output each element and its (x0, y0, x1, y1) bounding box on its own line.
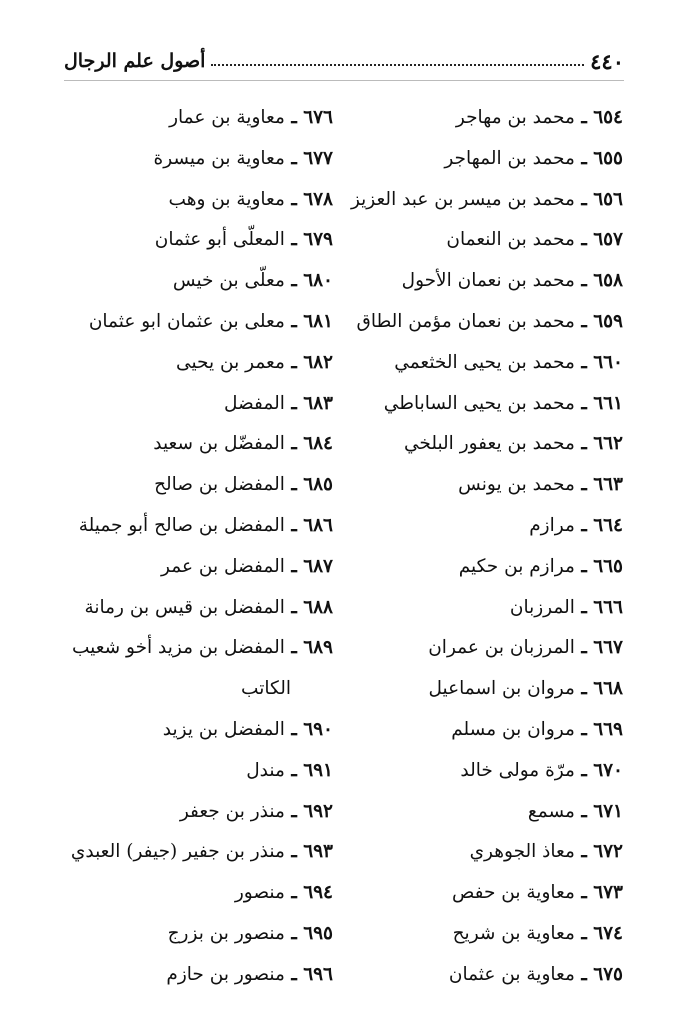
entry-number: ٦٩٣ (303, 841, 333, 863)
entry-number: ٦٦٠ (593, 351, 623, 373)
narrator-entry (353, 465, 623, 506)
entry-dash: ـ (574, 514, 594, 536)
entry-dash: ـ (574, 147, 594, 169)
entry-number: ٦٥٥ (593, 147, 623, 169)
entry-number: ٦٩٢ (303, 800, 333, 822)
narrator-entry (353, 343, 623, 384)
right-column (350, 98, 623, 996)
narrator-entry (353, 628, 623, 669)
entry-number: ٦٨٦ (303, 514, 333, 536)
entry-number: ٦٥٧ (593, 229, 623, 251)
narrator-name: معاوية بن عمار (169, 107, 285, 128)
entry-dash: ـ (284, 351, 304, 373)
entry-number: ٦٨٤ (303, 433, 333, 455)
narrator-name: محمد بن يونس (458, 474, 575, 496)
entry-dash: ـ (574, 107, 594, 128)
narrator-name: مرازم بن حكيم (458, 555, 575, 577)
entry-dash: ـ (284, 188, 304, 210)
entry-number: ٦٧٢ (593, 841, 623, 863)
entry-dash: ـ (574, 759, 594, 781)
narrator-name: المفضّل بن سعيد (153, 433, 285, 455)
narrator-entry (353, 751, 623, 792)
narrator-name: منصور (234, 882, 285, 904)
narrator-entry (63, 710, 333, 751)
narrator-name: معاذ الجوهري (469, 841, 575, 863)
narrator-entry (353, 384, 623, 425)
entry-number: ٦٨٢ (303, 351, 333, 373)
narrator-name: الكاتب (241, 678, 291, 700)
entry-number: ٦٧٧ (303, 147, 333, 169)
entry-number: ٦٦٢ (593, 433, 623, 455)
narrator-entry (353, 220, 623, 261)
entry-dash: ـ (574, 433, 594, 455)
entry-number: ٦٦١ (593, 392, 623, 414)
entry-dash: ـ (284, 229, 304, 251)
entry-dash: ـ (574, 229, 594, 251)
narrator-entry (63, 302, 333, 343)
narrator-entry (63, 506, 333, 547)
narrator-entry (353, 261, 623, 302)
entry-number: ٦٨٨ (303, 596, 333, 618)
narrator-entry (353, 955, 623, 996)
book-title: أصول علم الرجال (64, 50, 206, 72)
narrator-name: معاوية بن عثمان (448, 963, 575, 985)
narrator-name: مسمع (527, 800, 575, 822)
narrator-entry (63, 832, 333, 873)
entry-number: ٦٦٨ (593, 678, 623, 700)
entry-number: ٦٦٦ (593, 596, 623, 618)
narrator-name: مروان بن مسلم (451, 718, 575, 740)
entry-dash: ـ (284, 963, 304, 985)
narrator-name: منذر بن جفير (جيفر) العبدي (70, 841, 285, 863)
entry-dash: ـ (284, 759, 304, 781)
narrator-entry (353, 547, 623, 588)
narrator-name: معلّى بن خيس (172, 270, 285, 292)
narrator-entry (63, 914, 333, 955)
narrator-name: مرّة مولى خالد (460, 759, 575, 781)
narrator-entry (63, 384, 333, 425)
entry-dash: ـ (284, 270, 304, 292)
narrator-entry (63, 628, 333, 669)
narrator-entry (353, 792, 623, 833)
entry-dash: ـ (284, 107, 304, 128)
narrator-entry (63, 424, 333, 465)
narrator-entry (353, 669, 623, 710)
narrator-name: معاوية بن ميسرة (153, 147, 285, 169)
entry-number: ٦٨٣ (303, 392, 333, 414)
entry-number: ٦٨٥ (303, 474, 333, 496)
entry-dash: ـ (284, 310, 304, 332)
entry-dash: ـ (574, 351, 594, 373)
entry-continuation (63, 669, 333, 710)
narrator-entry (63, 547, 333, 588)
narrator-name: المفضل (223, 392, 285, 414)
narrator-name: المفضل بن صالح (154, 474, 285, 496)
narrator-entry (63, 873, 333, 914)
narrator-name: معاوية بن وهب (168, 188, 285, 210)
narrator-name: محمد بن يعفور البلخي (403, 433, 575, 455)
entry-dash: ـ (284, 147, 304, 169)
entry-number: ٦٥٦ (593, 188, 623, 210)
narrator-entry (63, 180, 333, 221)
entry-dash: ـ (574, 310, 594, 332)
running-header (64, 44, 624, 78)
entry-dash: ـ (574, 188, 594, 210)
narrator-name: منذر بن جعفر (179, 800, 285, 822)
entry-number: ٦٥٨ (593, 270, 623, 292)
entry-dash: ـ (284, 596, 304, 618)
entry-number: ٦٧١ (593, 800, 623, 822)
entry-number: ٦٨٧ (303, 555, 333, 577)
entry-dash: ـ (284, 555, 304, 577)
entry-dash: ـ (574, 637, 594, 659)
narrator-entry (353, 424, 623, 465)
entry-dash: ـ (284, 637, 304, 659)
entry-number: ٦٥٤ (593, 107, 623, 128)
entry-dash: ـ (574, 718, 594, 740)
entry-dash: ـ (284, 922, 304, 944)
entry-dash: ـ (574, 555, 594, 577)
narrator-name: مروان بن اسماعيل (428, 678, 575, 700)
entry-number: ٦٧٣ (593, 882, 623, 904)
entry-dash: ـ (574, 392, 594, 414)
narrator-entry (63, 139, 333, 180)
entry-dash: ـ (284, 474, 304, 496)
entry-number: ٦٨٠ (303, 270, 333, 292)
narrator-entry (353, 98, 623, 139)
narrator-name: منصور بن حازم (166, 963, 285, 985)
narrator-name: محمد بن يحيى الساباطي (383, 392, 575, 414)
entry-number: ٦٩١ (303, 759, 333, 781)
narrator-name: معاوية بن شريح (452, 922, 575, 944)
narrator-entry (63, 792, 333, 833)
entry-dash: ـ (574, 922, 594, 944)
entry-dash: ـ (284, 841, 304, 863)
narrator-name: المعلّى أبو عثمان (154, 229, 285, 251)
narrator-name: محمد بن مهاجر (455, 107, 575, 128)
dot-leader (211, 50, 584, 66)
entry-number: ٦٧٩ (303, 229, 333, 251)
narrator-entry (350, 180, 623, 221)
narrator-entry (353, 710, 623, 751)
entry-dash: ـ (574, 474, 594, 496)
entry-dash: ـ (574, 963, 594, 985)
entry-number: ٦٦٣ (593, 474, 623, 496)
entry-number: ٦٨١ (303, 310, 333, 332)
narrator-entry (353, 873, 623, 914)
narrator-name: معاوية بن حفص (451, 882, 575, 904)
narrator-name: معلى بن عثمان ابو عثمان (88, 310, 285, 332)
entry-number: ٦٦٤ (593, 514, 623, 536)
narrator-entry (353, 506, 623, 547)
narrator-entry (63, 220, 333, 261)
entry-dash: ـ (284, 882, 304, 904)
entry-number: ٦٧٤ (593, 922, 623, 944)
narrator-name: منصور بن بزرج (167, 922, 285, 944)
narrator-name: المفضل بن يزيد (162, 718, 285, 740)
header-rule (64, 80, 624, 81)
narrator-name: مرازم (529, 514, 575, 536)
narrator-entry (353, 302, 623, 343)
entry-dash: ـ (574, 596, 594, 618)
narrator-name: المرزبان بن عمران (428, 637, 575, 659)
entry-dash: ـ (574, 841, 594, 863)
entry-number: ٦٩٠ (303, 718, 333, 740)
narrator-entry (353, 588, 623, 629)
entry-dash: ـ (284, 392, 304, 414)
entry-dash: ـ (574, 882, 594, 904)
narrator-name: محمد بن المهاجر (444, 147, 575, 169)
narrator-name: محمد بن ميسر بن عبد العزيز (350, 188, 575, 210)
entry-number: ٦٦٧ (593, 637, 623, 659)
narrator-entry (63, 465, 333, 506)
entry-number: ٦٧٠ (593, 759, 623, 781)
entry-number: ٦٨٩ (303, 637, 333, 659)
narrator-name: معمر بن يحيى (176, 351, 285, 373)
entry-number: ٦٥٩ (593, 310, 623, 332)
narrator-name: محمد بن نعمان مؤمن الطاق (356, 310, 575, 332)
narrator-entry (63, 343, 333, 384)
entry-number: ٦٧٦ (303, 107, 333, 128)
narrator-name: المفضل بن قيس بن رمانة (84, 596, 285, 618)
narrator-name: محمد بن النعمان (446, 229, 575, 251)
entry-number: ٦٩٦ (303, 963, 333, 985)
entry-dash: ـ (284, 433, 304, 455)
entry-dash: ـ (284, 800, 304, 822)
narrator-entry (63, 98, 333, 139)
entry-dash: ـ (574, 800, 594, 822)
entry-number: ٦٧٨ (303, 188, 333, 210)
left-column (63, 98, 333, 996)
narrator-name: المرزبان (509, 596, 575, 618)
narrator-name: المفضل بن مزيد أخو شعيب (71, 637, 285, 659)
page-number: ٤٤٠ (590, 48, 624, 74)
entry-dash: ـ (574, 270, 594, 292)
entry-number: ٦٦٥ (593, 555, 623, 577)
entry-number: ٦٩٥ (303, 922, 333, 944)
entry-dash: ـ (574, 678, 594, 700)
narrator-name: المفضل بن صالح أبو جميلة (78, 514, 285, 536)
narrator-entry (63, 955, 333, 996)
narrator-name: محمد بن نعمان الأحول (401, 270, 575, 292)
entry-number: ٦٦٩ (593, 718, 623, 740)
narrator-entry (353, 832, 623, 873)
narrator-entry (353, 139, 623, 180)
narrator-entry (63, 261, 333, 302)
entry-dash: ـ (284, 514, 304, 536)
narrator-entry (353, 914, 623, 955)
entry-dash: ـ (284, 718, 304, 740)
entry-number: ٦٧٥ (593, 963, 623, 985)
entry-number: ٦٩٤ (303, 882, 333, 904)
narrator-name: المفضل بن عمر (161, 555, 285, 577)
narrator-name: محمد بن يحيى الخثعمي (394, 351, 575, 373)
narrator-entry (63, 588, 333, 629)
narrator-entry (63, 751, 333, 792)
narrator-name: مندل (246, 759, 285, 781)
